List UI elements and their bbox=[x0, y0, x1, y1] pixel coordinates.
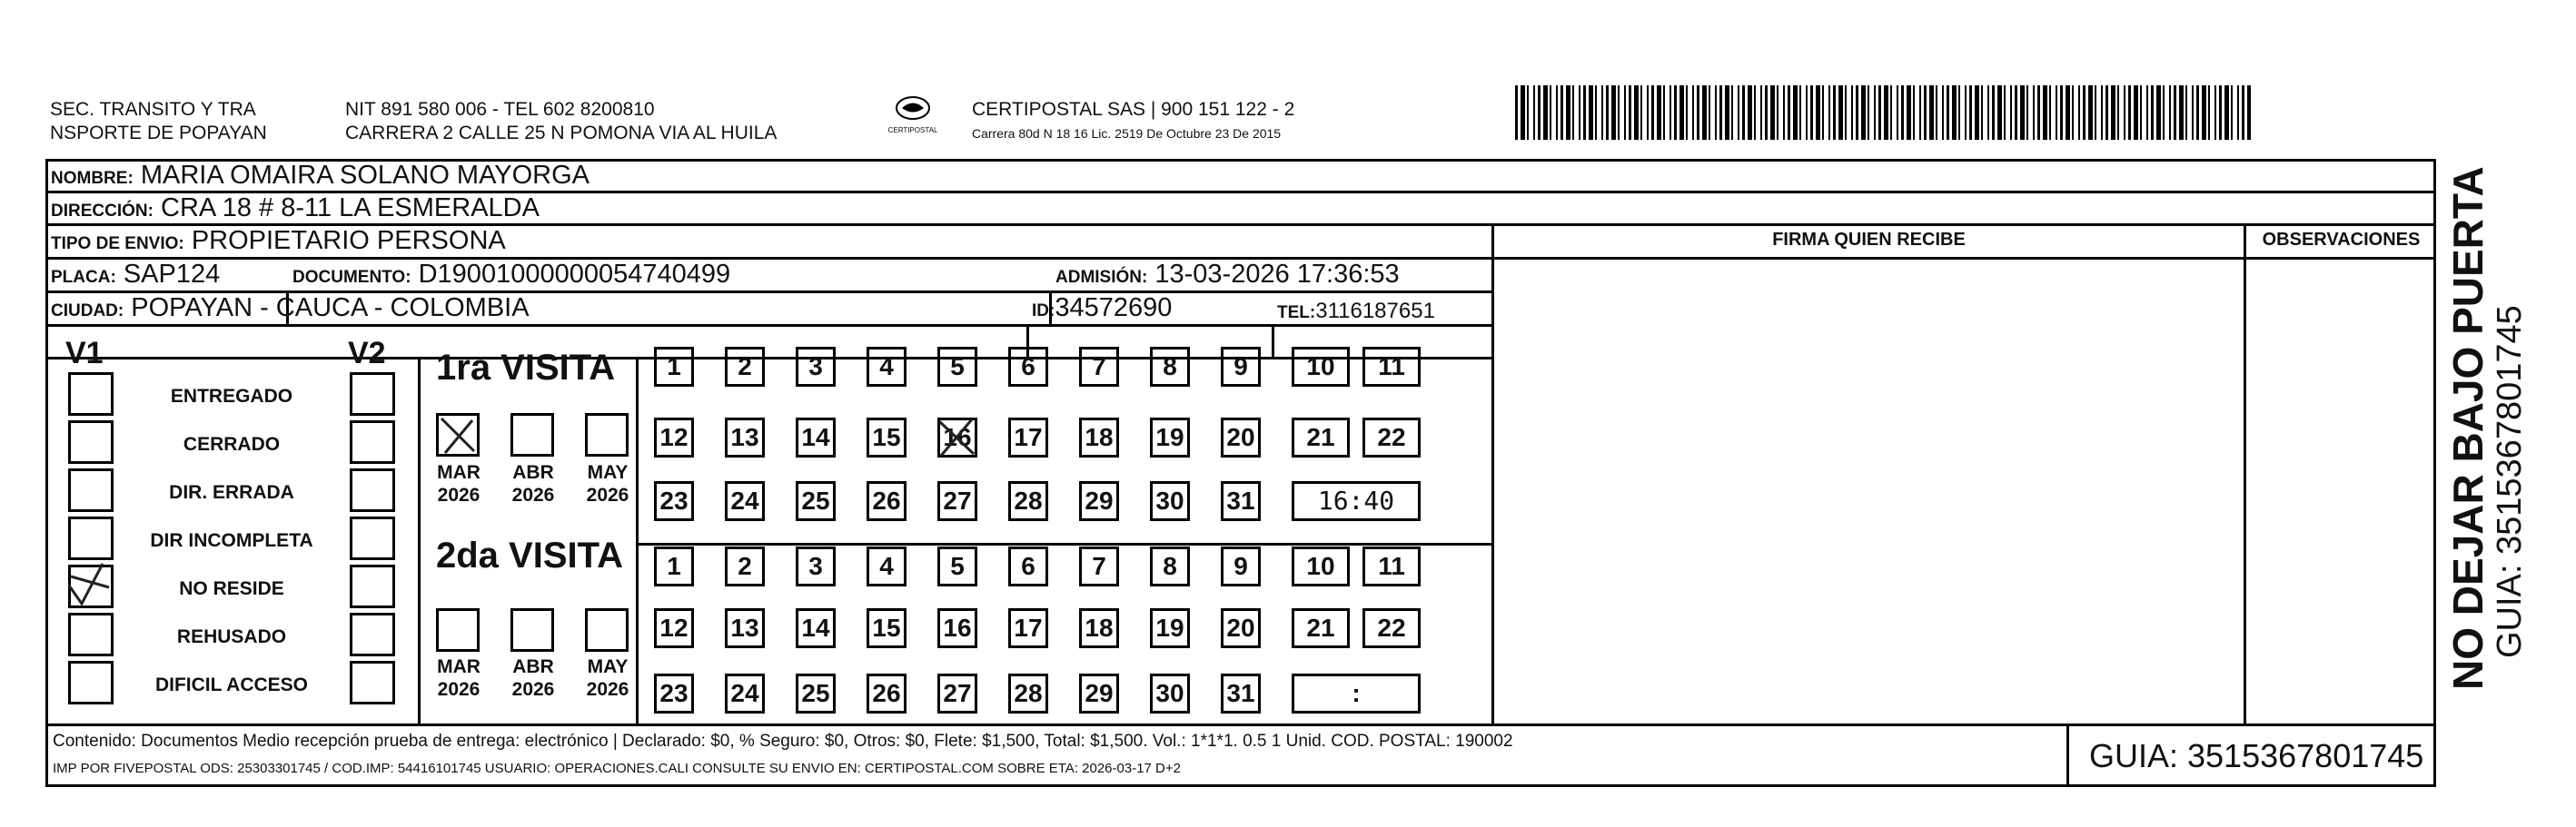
recipient-address: CRA 18 # 8-11 LA ESMERALDA bbox=[161, 193, 540, 222]
visit2-day-15[interactable]: 15 bbox=[867, 608, 907, 648]
visit1-day-15[interactable]: 15 bbox=[867, 418, 907, 458]
visit2-day-25[interactable]: 25 bbox=[796, 674, 836, 714]
visit1-day-30[interactable]: 30 bbox=[1150, 481, 1190, 521]
nit-line-1: NIT 891 580 006 - TEL 602 8200810 bbox=[345, 99, 655, 120]
visit1-day-18[interactable]: 18 bbox=[1079, 418, 1119, 458]
observaciones-header: OBSERVACIONES bbox=[2262, 230, 2421, 250]
visit1-day-7[interactable]: 7 bbox=[1079, 347, 1119, 387]
visit2-day-30[interactable]: 30 bbox=[1150, 674, 1190, 714]
placa-row: PLACA: SAP124 bbox=[51, 260, 221, 289]
visit2-day-4[interactable]: 4 bbox=[867, 546, 907, 586]
courier-line-1: CERTIPOSTAL SAS | 900 151 122 - 2 bbox=[972, 99, 1295, 120]
footer-guia: GUIA: 3515367801745 bbox=[2089, 737, 2424, 774]
visit1-day-12[interactable]: 12 bbox=[654, 418, 694, 458]
hand-check-mark bbox=[62, 558, 116, 611]
v1-dir-errada-checkbox[interactable] bbox=[68, 468, 114, 512]
nombre-row: NOMBRE: MARIA OMAIRA SOLANO MAYORGA bbox=[51, 161, 590, 190]
visit1-day-27[interactable]: 27 bbox=[937, 481, 977, 521]
visit2-month-mar-checkbox[interactable] bbox=[436, 608, 480, 652]
v1-no-reside-checkbox[interactable] bbox=[68, 565, 114, 608]
footer-print-line: IMP POR FIVEPOSTAL ODS: 25303301745 / COD.IMP: 54416101745 USUARIO: OPERACIONES.CALI CONSULTE SU ENVIO EN: CERTIPOSTAL.COM SOBRE ETA: 2026-03-17 D+2 bbox=[53, 761, 1181, 776]
visit1-day-16[interactable]: 16 bbox=[937, 418, 977, 458]
visit2-day-24[interactable]: 24 bbox=[725, 674, 765, 714]
visit2-day-28[interactable]: 28 bbox=[1008, 674, 1048, 714]
admision-row: ADMISIÓN: 13-03-2026 17:36:53 bbox=[1055, 260, 1400, 289]
v2-month-abr: ABR 2026 bbox=[511, 656, 555, 700]
plate: SAP124 bbox=[123, 260, 221, 289]
reason-entregado: ENTREGADO bbox=[170, 386, 293, 407]
visit1-day-6[interactable]: 6 bbox=[1008, 347, 1048, 387]
visit2-day-20[interactable]: 20 bbox=[1221, 608, 1261, 648]
v2-month-mar: MAR 2026 bbox=[437, 656, 481, 700]
visit2-day-11[interactable]: 11 bbox=[1362, 546, 1421, 586]
visit1-day-23[interactable]: 23 bbox=[654, 481, 694, 521]
recipient-phone: 3116187651 bbox=[1315, 299, 1435, 323]
visit2-day-21[interactable]: 21 bbox=[1292, 608, 1350, 648]
v1-month-abr: ABR 2026 bbox=[511, 462, 555, 506]
v2-no-reside-checkbox[interactable] bbox=[350, 565, 395, 608]
shipment-type: PROPIETARIO PERSONA bbox=[191, 226, 506, 255]
reason-rehusado: REHUSADO bbox=[176, 626, 287, 647]
visit2-day-1[interactable]: 1 bbox=[654, 546, 694, 586]
visit1-day-2[interactable]: 2 bbox=[725, 347, 765, 387]
visit2-day-9[interactable]: 9 bbox=[1221, 546, 1261, 586]
visit1-day-13[interactable]: 13 bbox=[725, 418, 765, 458]
side-guia: GUIA: 3515367801745 bbox=[2491, 305, 2529, 658]
visit1-day-31[interactable]: 31 bbox=[1221, 481, 1261, 521]
visit2-day-2[interactable]: 2 bbox=[725, 546, 765, 586]
visit-2-title: 2da VISITA bbox=[436, 536, 623, 576]
visit2-day-6[interactable]: 6 bbox=[1008, 546, 1048, 586]
v2-header: V2 bbox=[348, 336, 386, 370]
visit2-day-31[interactable]: 31 bbox=[1221, 674, 1261, 714]
reason-dir-incompleta: DIR INCOMPLETA bbox=[150, 530, 313, 551]
visit1-day-3[interactable]: 3 bbox=[796, 347, 836, 387]
visit1-day-28[interactable]: 28 bbox=[1008, 481, 1048, 521]
v1-dificil-acceso-checkbox[interactable] bbox=[68, 661, 114, 704]
visit1-day-1[interactable]: 1 bbox=[654, 347, 694, 387]
visit2-month-abr-checkbox[interactable] bbox=[510, 608, 554, 652]
reason-dir-errada: DIR. ERRADA bbox=[169, 482, 294, 503]
visit2-month-may-checkbox[interactable] bbox=[585, 608, 629, 652]
visit2-day-8[interactable]: 8 bbox=[1150, 546, 1190, 586]
visit1-time-box[interactable]: 16:40 bbox=[1292, 481, 1421, 521]
admission-date: 13-03-2026 17:36:53 bbox=[1154, 260, 1400, 289]
hand-x-mark bbox=[436, 413, 480, 457]
recipient-id: 34572690 bbox=[1055, 293, 1173, 322]
visit1-day-26[interactable]: 26 bbox=[867, 481, 907, 521]
ciudad-row: CIUDAD: POPAYAN - CAUCA - COLOMBIA bbox=[51, 293, 530, 322]
nit-line-2: CARRERA 2 CALLE 25 N POMONA VIA AL HUILA bbox=[345, 123, 778, 143]
id-row: ID:34572690 bbox=[1032, 293, 1173, 322]
visit2-day-17[interactable]: 17 bbox=[1008, 608, 1048, 648]
v1-cerrado-checkbox[interactable] bbox=[68, 420, 114, 464]
v1-header: V1 bbox=[65, 336, 104, 370]
issuer-line-2: NSPORTE DE POPAYAN bbox=[50, 123, 267, 143]
visit1-day-10[interactable]: 10 bbox=[1292, 347, 1350, 387]
v1-month-mar: MAR 2026 bbox=[437, 462, 481, 506]
visit2-day-22[interactable]: 22 bbox=[1362, 608, 1421, 648]
barcode bbox=[1515, 85, 2251, 140]
documento-row: DOCUMENTO: D19001000000054740499 bbox=[292, 260, 731, 289]
direccion-row: DIRECCIÓN: CRA 18 # 8-11 LA ESMERALDA bbox=[51, 193, 540, 222]
visit1-day-17[interactable]: 17 bbox=[1008, 418, 1048, 458]
v2-month-may: MAY 2026 bbox=[586, 656, 629, 700]
v1-dir-incompleta-checkbox[interactable] bbox=[68, 517, 114, 560]
v2-dificil-acceso-checkbox[interactable] bbox=[350, 661, 395, 704]
reason-dificil-acceso: DIFICIL ACCESO bbox=[154, 674, 308, 695]
visit-1-title: 1ra VISITA bbox=[436, 348, 616, 388]
visit2-day-26[interactable]: 26 bbox=[867, 674, 907, 714]
side-warning: NO DEJAR BAJO PUERTA bbox=[2444, 166, 2492, 690]
visit1-day-11[interactable]: 11 bbox=[1362, 347, 1421, 387]
visit2-time-box[interactable]: : bbox=[1292, 674, 1421, 714]
tel-row: TEL:3116187651 bbox=[1277, 299, 1435, 323]
footer-content-line: Contenido: Documentos Medio recepción prueba de entrega: electrónico | Declarado: $0, % Seguro: $0, Otros: $0, Flete: $1,500, Total: $1,500. Vol.: 1*1*1. 0.5 1 Unid. COD. POSTAL: 190002 bbox=[53, 732, 1513, 751]
document-number: D19001000000054740499 bbox=[418, 260, 731, 289]
visit1-month-mar-checkbox[interactable] bbox=[436, 413, 480, 457]
visit1-day-9[interactable]: 9 bbox=[1221, 347, 1261, 387]
v1-rehusado-checkbox[interactable] bbox=[68, 613, 114, 656]
v2-rehusado-checkbox[interactable] bbox=[350, 613, 395, 656]
v2-dir-errada-checkbox[interactable] bbox=[350, 468, 395, 512]
logo-icon bbox=[895, 94, 931, 122]
tipo-row: TIPO DE ENVIO: PROPIETARIO PERSONA bbox=[51, 226, 506, 255]
visit1-day-14[interactable]: 14 bbox=[796, 418, 836, 458]
visit2-day-23[interactable]: 23 bbox=[654, 674, 694, 714]
certipostal-logo: CERTIPOSTAL bbox=[881, 94, 945, 134]
reason-no-reside: NO RESIDE bbox=[179, 578, 284, 599]
visit1-day-20[interactable]: 20 bbox=[1221, 418, 1261, 458]
visit2-day-3[interactable]: 3 bbox=[796, 546, 836, 586]
visit1-day-19[interactable]: 19 bbox=[1150, 418, 1190, 458]
issuer-line-1: SEC. TRANSITO Y TRA bbox=[50, 99, 256, 120]
visit1-day-21[interactable]: 21 bbox=[1292, 418, 1350, 458]
firma-header: FIRMA QUIEN RECIBE bbox=[1772, 230, 1966, 250]
hand-x-mark-day16 bbox=[934, 414, 981, 461]
visit2-day-14[interactable]: 14 bbox=[796, 608, 836, 648]
reason-cerrado: CERRADO bbox=[183, 434, 281, 455]
visit2-day-5[interactable]: 5 bbox=[937, 546, 977, 586]
visit2-day-19[interactable]: 19 bbox=[1150, 608, 1190, 648]
visit2-day-13[interactable]: 13 bbox=[725, 608, 765, 648]
visit1-month-abr-checkbox[interactable] bbox=[510, 413, 554, 457]
visit2-day-16[interactable]: 16 bbox=[937, 608, 977, 648]
v1-entregado-checkbox[interactable] bbox=[68, 372, 114, 416]
visit2-day-10[interactable]: 10 bbox=[1292, 546, 1350, 586]
city: POPAYAN - CAUCA - COLOMBIA bbox=[131, 293, 530, 322]
visit1-day-8[interactable]: 8 bbox=[1150, 347, 1190, 387]
v2-entregado-checkbox[interactable] bbox=[350, 372, 395, 416]
visit1-day-22[interactable]: 22 bbox=[1362, 418, 1421, 458]
visit2-day-7[interactable]: 7 bbox=[1079, 546, 1119, 586]
visit1-day-4[interactable]: 4 bbox=[867, 347, 907, 387]
visit1-day-29[interactable]: 29 bbox=[1079, 481, 1119, 521]
v2-cerrado-checkbox[interactable] bbox=[350, 420, 395, 464]
visit1-day-5[interactable]: 5 bbox=[937, 347, 977, 387]
visit2-day-12[interactable]: 12 bbox=[654, 608, 694, 648]
visit2-day-18[interactable]: 18 bbox=[1079, 608, 1119, 648]
visit1-day-25[interactable]: 25 bbox=[796, 481, 836, 521]
v1-month-may: MAY 2026 bbox=[586, 462, 629, 506]
visit1-day-24[interactable]: 24 bbox=[725, 481, 765, 521]
visit1-month-may-checkbox[interactable] bbox=[585, 413, 629, 457]
visit2-day-29[interactable]: 29 bbox=[1079, 674, 1119, 714]
v2-dir-incompleta-checkbox[interactable] bbox=[350, 517, 395, 560]
visit2-day-27[interactable]: 27 bbox=[937, 674, 977, 714]
recipient-name: MARIA OMAIRA SOLANO MAYORGA bbox=[140, 161, 590, 190]
courier-line-2: Carrera 80d N 18 16 Lic. 2519 De Octubre 23 De 2015 bbox=[972, 126, 1282, 141]
